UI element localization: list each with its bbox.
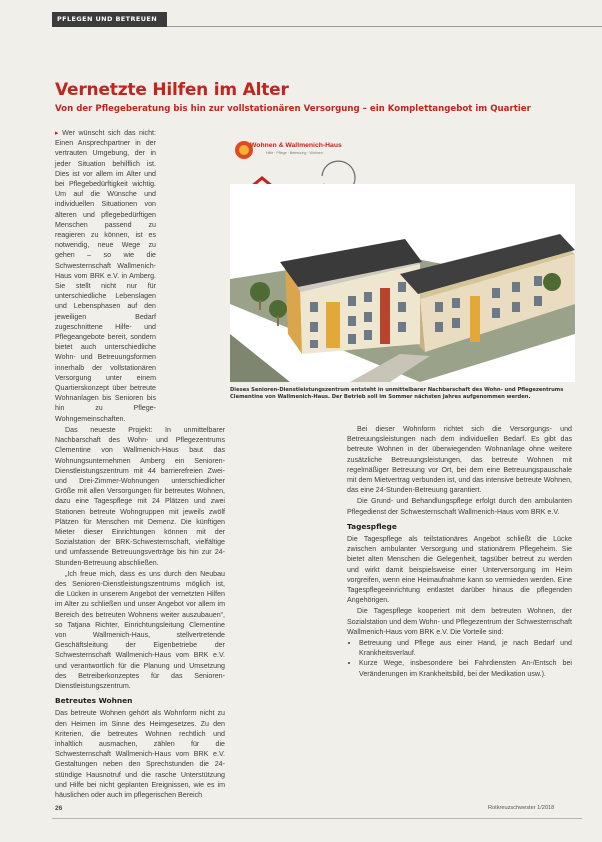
paragraph: Die Grund- und Behandlungspflege erfolgt durch den ambulanten Pflegedienst der Schwesternschaft Wallmenich-Haus vom BRK e.V. xyxy=(347,497,572,516)
list-item: • Kurze Wege, insbesondere bei Fahrdiensten An-/Entsch bei Veränderungen im Krankheitsbild, bei der Medikation usw.). xyxy=(359,658,572,678)
paragraph: Bei dieser Wohnform richtet sich die Versorgungs- und Betreuungsleistungen nach dem individuellen Bedarf. Es gibt das betreute Wohnen in der überwiegenden Wohnanlage ohne weitere zusätzliche Betreuungsleistungen, das betreute Wohnen mit regelmäßiger Betreuung vor Ort, bei dem eine Betreuungspauschale mit dem Mietvertrag verbunden ist, und das intensive betreute Wohnen, das eine 24-Stunden-Betreuung garantiert. xyxy=(347,425,572,495)
list-item: • Betreuung und Pflege aus einer Hand, je nach Bedarf und Krankheitsverlauf. xyxy=(359,638,572,658)
footer-rule xyxy=(52,818,582,819)
column-left xyxy=(55,128,225,801)
subheading-tagespflege: Tagespflege xyxy=(347,521,397,531)
paragraph: Die Tagespflege kooperiert mit dem betreuten Wohnen, der Sozialstation und dem Wohn- und Pflegezentrum der Schwesternschaft Wallmenich-Haus vom BRK e.V. Die Vorteile sind: xyxy=(347,607,572,636)
column-left-top xyxy=(55,128,156,424)
paragraph: Das betreute Wohnen gehört als Wohnform nicht zu den Heimen im Sinne des Heimgesetzes. Zu den Kriterien, die betreutes Wohnen rechtlich und inhaltlich ausmachen, zählen für die Schwesternschaft Wallmenich-Haus vom BRK e.V. Gestaltungen neben den Sprechstunden die 24-stündige Hausnotruf und die rasche Unterstützung und Hilfe bei nicht geplanten Ereignissen, wie es im häuslichen oder auch im pflegerischen Bereich xyxy=(55,709,225,799)
image-caption: Dieses Senioren-Dienstleistungszentrum entsteht in unmittelbarer Nachbarschaft des Wohn- und Pflegezentrums Clementine von Wallmenich-Haus. Der Betrieb soll im Sommer nächsten Jahres aufgenommen werden. xyxy=(230,387,564,401)
magazine-name: Rotkreuzschwester 1/2018 xyxy=(488,805,555,811)
paragraph: Die Tagespflege als teilstationäres Angebot schließt die Lücke zwischen ambulanter Versorgung und stationärem Pflegeheim. Sie bietet alten Menschen die Gelegenheit, tagsüber betreut zu werden und wirkt damit beispielsweise einer Unterversorgung im Heim vorgreifen, wenn eine Heimaufnahme kann so vermieden werden. Eine Tagespflegeeinrichtung entlastet darüber hinaus die pflegenden Angehörigen. xyxy=(347,535,572,605)
advantages-list xyxy=(347,638,572,679)
page-number: 26 xyxy=(55,805,63,812)
bullet-marker-icon: ▸ xyxy=(55,129,63,137)
column-right xyxy=(347,424,572,679)
header-rule xyxy=(167,26,602,27)
article-title: Vernetzte Hilfen im Alter xyxy=(55,80,289,100)
logo-brand: Wohnen & Wallmenich-Haus xyxy=(250,142,342,149)
logo-tagline: Hilfe · Pflege · Betreuung · Wohnen xyxy=(266,151,323,155)
subheading-betreutes-wohnen: Betreutes Wohnen xyxy=(55,696,133,706)
paragraph: „Ich freue mich, dass es uns durch den Neubau des Senioren-Dienstleistungszentrums möglich ist, die Lücken in unserem Angebot der vernetzten Hilfen im Alter zu schließen und unser Angebot vor allem im Bereich des betreuten Wohnens weiter auszubauen“, so Tatjana Richter, Einrichtungsleitung Clementine von Wallmenich-Haus, stellvertretende Geschäftsleitung der Eigenbetriebe der Schwesternschaft Wallmenich-Haus vom BRK e.V. und verantwortlich für die Planung und Umsetzung des Betreiberkonzeptes für das Senioren-Dienstleistungszentrum. xyxy=(55,569,225,690)
building-rendering-image xyxy=(230,184,575,382)
paragraph: Das neueste Projekt: In unmittelbarer Nachbarschaft des Wohn- und Pflegezentrums Clementine von Wallmenich-Haus baut das Wohnungsunternehmen Amberg ein Senioren-Dienstleistungszentrum mit 44 barrierefreien Zwei- und Drei-Zimmer-Wohnungen unterschiedlicher Größe mit allen Versorgungen für betreutes Wohnen, dazu eine Tagespflege mit 24 Plätzen und zwei Stationen betreute Wohngruppen mit jeweils zwölf Plätzen für Menschen mit Demenz. Die künftigen Mieter dieser Einrichtungen können mit der Sozialstation der BRK-Schwesternschaft, vielfältige und umfassende Betreuungsverträge bis hin zur 24-Stunden-Betreuung abschließen. xyxy=(55,425,225,567)
section-label: PFLEGEN UND BETREUEN xyxy=(52,12,167,27)
article-subtitle: Von der Pflegeberatung bis hin zur vollstationären Versorgung – ein Komplettangebot im Quartier xyxy=(55,104,531,114)
paragraph-intro: ▸ Wer wünscht sich das nicht: Einen Ansprechpartner in der vertrauten Umgebung, der in jeder Situation behilflich ist. Dies ist vor allem im Alter und bei Pflegebedürftigkeit wichtig. Um auf die Wünsche und individuellen Situationen von älteren und pflegebedürftigen Menschen passend zu reagieren zu können, ist es notwendig, neue Wege zu gehen – so wie die Schwesternschaft Wallmenich-Haus vom BRK e.V. in Amberg. Sie stellt nicht nur für unterschiedliche Lebenslagen und Lebensphasen auf den jeweiligen Bedarf zugeschnittene Hilfe- und Pflegeangebote bereit, sondern bietet auch unterschiedliche Wohn- und Betreuungsformen innerhalb der vollstationären Versorgung unter einem Quartierskonzept über betreute Wohnanlagen bis Senioren bis hin zu Pflege-Wohngemeinschaften. xyxy=(55,129,156,423)
